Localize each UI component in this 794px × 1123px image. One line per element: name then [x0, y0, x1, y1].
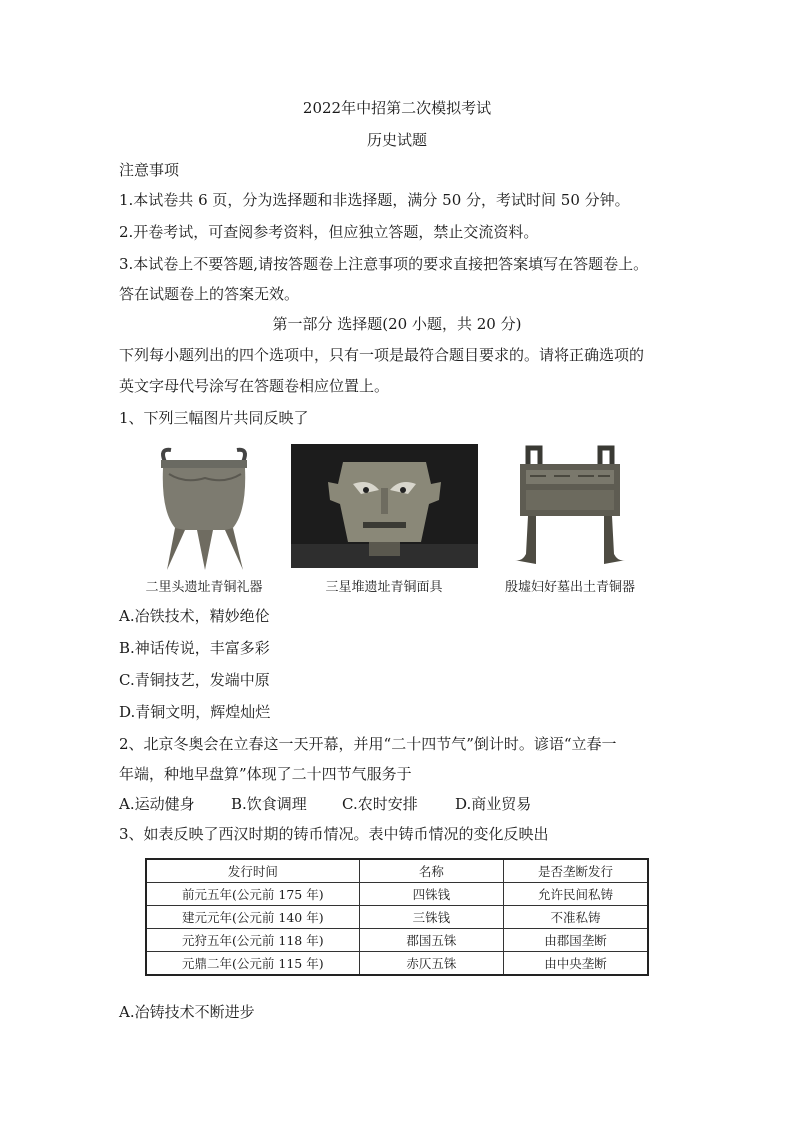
table-cell: 建元元年(公元前 140 年)	[146, 906, 359, 929]
q3-option: A.冶铸技术不断进步	[119, 1003, 255, 1021]
exam-subject: 历史试题	[366, 131, 427, 149]
table-cell: 三铢钱	[359, 906, 503, 929]
table-header: 是否垄断发行	[504, 859, 648, 883]
q2-option: A.运动健身	[119, 795, 195, 813]
q3-stem: 3、如表反映了西汉时期的铸币情况。表中铸币情况的变化反映出	[119, 825, 549, 843]
coinage-table	[145, 858, 649, 976]
table-cell: 赤仄五铢	[359, 952, 503, 976]
note-item: 3.本试卷上不要答题,请按答题卷上注意事项的要求直接把答案填写在答题卷上。	[119, 255, 649, 273]
table-row	[146, 906, 648, 929]
bronze-mask-icon	[291, 444, 478, 568]
table-cell: 由中央垄断	[504, 952, 648, 976]
notes-heading: 注意事项	[119, 161, 180, 179]
table-cell: 元鼎二年(公元前 115 年)	[146, 952, 359, 976]
table-cell: 不准私铸	[504, 906, 648, 929]
note-item: 2.开卷考试，可查阅参考资料，但应独立答题，禁止交流资料。	[119, 223, 539, 241]
bronze-jue-vessel-icon	[145, 444, 263, 572]
note-item: 答在试题卷上的答案无效。	[119, 285, 300, 303]
table-header: 名称	[359, 859, 503, 883]
part1-instruction: 下列每小题列出的四个选项中，只有一项是最符合题目要求的。请将正确选项的	[119, 346, 645, 364]
table-header: 发行时间	[146, 859, 359, 883]
part1-instruction: 英文字母代号涂写在答题卷相应位置上。	[119, 377, 390, 395]
q2-stem: 年端，种地早盘算”体现了二十四节气服务于	[119, 765, 412, 783]
table-row	[146, 929, 648, 952]
part1-heading: 第一部分 选择题(20 小题，共 20 分)	[272, 315, 522, 333]
table-cell: 元狩五年(公元前 118 年)	[146, 929, 359, 952]
q1-stem: 1、下列三幅图片共同反映了	[119, 409, 309, 427]
figure-caption: 三星堆遗址青铜面具	[325, 580, 443, 595]
table-row	[146, 952, 648, 976]
q2-option: D.商业贸易	[455, 795, 532, 813]
table-cell: 由郡国垄断	[504, 929, 648, 952]
table-cell: 郡国五铢	[359, 929, 503, 952]
q1-option: B.神话传说，丰富多彩	[119, 639, 270, 657]
table-row	[146, 883, 648, 906]
table-cell: 允许民间私铸	[504, 883, 648, 906]
q2-stem: 2、北京冬奥会在立春这一天开幕，并用“二十四节气”倒计时。谚语“立春一	[119, 735, 617, 753]
bronze-ding-vessel-icon	[506, 442, 634, 568]
table-header-row	[146, 859, 648, 883]
table-cell: 四铢钱	[359, 883, 503, 906]
q1-option: C.青铜技艺，发端中原	[119, 671, 270, 689]
q2-option: B.饮食调理	[231, 795, 307, 813]
note-item: 1.本试卷共 6 页，分为选择题和非选择题，满分 50 分，考试时间 50 分钟。	[119, 191, 630, 209]
exam-title: 2022年中招第二次模拟考试	[302, 99, 492, 117]
q2-option: C.农时安排	[342, 795, 418, 813]
figure-caption: 二里头遗址青铜礼器	[145, 580, 263, 595]
q1-option: A.冶铁技术，精妙绝伦	[119, 607, 270, 625]
table-cell: 前元五年(公元前 175 年)	[146, 883, 359, 906]
figure-caption: 殷墟妇好墓出土青铜器	[504, 580, 635, 595]
q1-option: D.青铜文明，辉煌灿烂	[119, 703, 271, 721]
